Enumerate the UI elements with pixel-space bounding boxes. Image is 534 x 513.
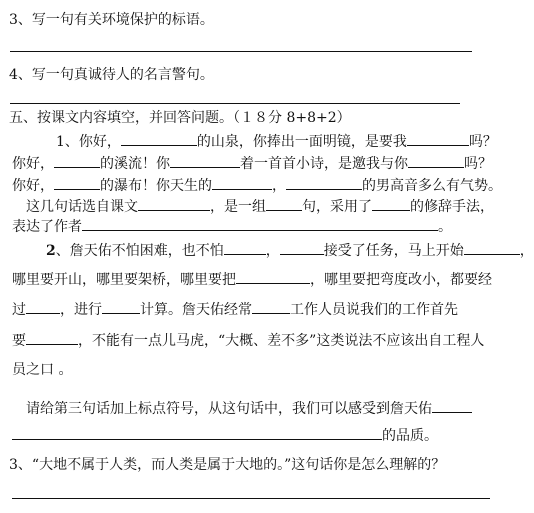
p2-text: ，哪里要把弯度改小，都要经	[310, 272, 492, 288]
p2-line-5: 员之口 。	[12, 362, 73, 378]
question-4-motto: 4、写一句真诚待人的名言警句。	[9, 67, 214, 83]
p2-text: ，不能有一点儿马虎，“大概、差不多”这类说法不应该出自工程人	[78, 333, 485, 349]
p2-text: 过	[12, 302, 26, 318]
blank[interactable]	[280, 240, 324, 255]
p2-line-6	[26, 398, 472, 418]
question-3-slogan: 3、写一句有关环境保护的标语。	[9, 12, 214, 28]
blank[interactable]	[212, 175, 272, 190]
p2-text: 接受了任务，马上开始	[323, 243, 464, 259]
p2-text: 哪里要开山，哪里要架桥，哪里要把	[12, 272, 236, 288]
p1-text: ，	[272, 178, 286, 194]
p1-text: 着一首首小诗，是邀我与你	[240, 156, 408, 172]
p1-text: ，是一组	[210, 199, 266, 215]
blank[interactable]	[102, 299, 140, 314]
p1-text: 的溪流！你	[100, 156, 170, 172]
p2-text: 计算。詹天佑经常	[140, 302, 252, 318]
blank[interactable]	[464, 240, 520, 255]
answer-line-q4[interactable]	[10, 103, 460, 104]
p1-text: 的修辞手法，	[410, 199, 494, 215]
blank[interactable]	[266, 196, 302, 211]
blank[interactable]	[54, 153, 100, 168]
blank[interactable]	[236, 269, 310, 284]
p1-text: 这几句话选自课文	[26, 199, 138, 215]
blank[interactable]	[26, 299, 60, 314]
section-5-title: 五、按课文内容填空，并回答问题。（１８分 8+8+2）	[9, 110, 351, 126]
blank[interactable]	[138, 196, 210, 211]
blank[interactable]	[121, 131, 197, 146]
p2-text: ，	[519, 243, 534, 259]
p2-line-7	[12, 425, 438, 445]
blank[interactable]	[408, 153, 464, 168]
p2-text: 的品质。	[382, 428, 438, 444]
p2-text: 、詹天佑不怕困难，也不怕	[55, 243, 224, 259]
p2-line-2	[12, 269, 492, 289]
blank[interactable]	[26, 330, 78, 345]
p2-text: ，进行	[60, 302, 102, 318]
blank[interactable]	[372, 196, 410, 211]
p1-text: 你好，	[12, 156, 54, 172]
p1-text: 吗？	[468, 134, 497, 150]
p1-text: 表达了作者	[12, 219, 82, 235]
p1-text: 的山泉，你捧出一面明镜，是要我	[196, 134, 407, 150]
p1-line-5	[12, 216, 452, 236]
blank[interactable]	[54, 175, 100, 190]
p1-line-3	[12, 175, 502, 195]
p1-text: 的瀑布！你天生的	[100, 178, 212, 194]
p1-line-4	[26, 196, 494, 216]
blank[interactable]	[12, 425, 382, 440]
p2-text: ，	[265, 243, 280, 259]
blank[interactable]	[432, 398, 472, 413]
blank[interactable]	[170, 153, 240, 168]
blank[interactable]	[286, 175, 362, 190]
p2-line-4	[12, 330, 484, 350]
p1-text: 的男高音多么有气势。	[362, 178, 502, 194]
p1-line-1	[56, 131, 497, 151]
blank[interactable]	[407, 131, 469, 146]
p1-line-2	[12, 153, 492, 173]
p2-line-3	[12, 299, 458, 319]
p1-text: 句，采用了	[302, 199, 372, 215]
p2-text: 工作人员说我们的工作首先	[290, 302, 458, 318]
blank[interactable]	[82, 216, 438, 231]
p1-text: 吗？	[464, 156, 492, 172]
p2-text: 请给第三句话加上标点符号，从这句话中，我们可以感受到詹天佑	[26, 401, 432, 417]
p1-text: 1、你好，	[56, 134, 121, 150]
blank[interactable]	[252, 299, 290, 314]
p2-number: 2	[46, 243, 56, 259]
p2-text: 要	[12, 333, 26, 349]
p2-line-1	[46, 240, 534, 260]
answer-line-q3[interactable]	[10, 51, 472, 52]
p1-text: 。	[438, 219, 452, 235]
p1-text: 你好，	[12, 178, 54, 194]
blank[interactable]	[224, 240, 266, 255]
question-3-earth: 3、“大地不属于人类，而人类是属于大地的。”这句话你是怎么理解的？	[9, 457, 446, 473]
answer-line-q3b[interactable]	[12, 498, 490, 499]
